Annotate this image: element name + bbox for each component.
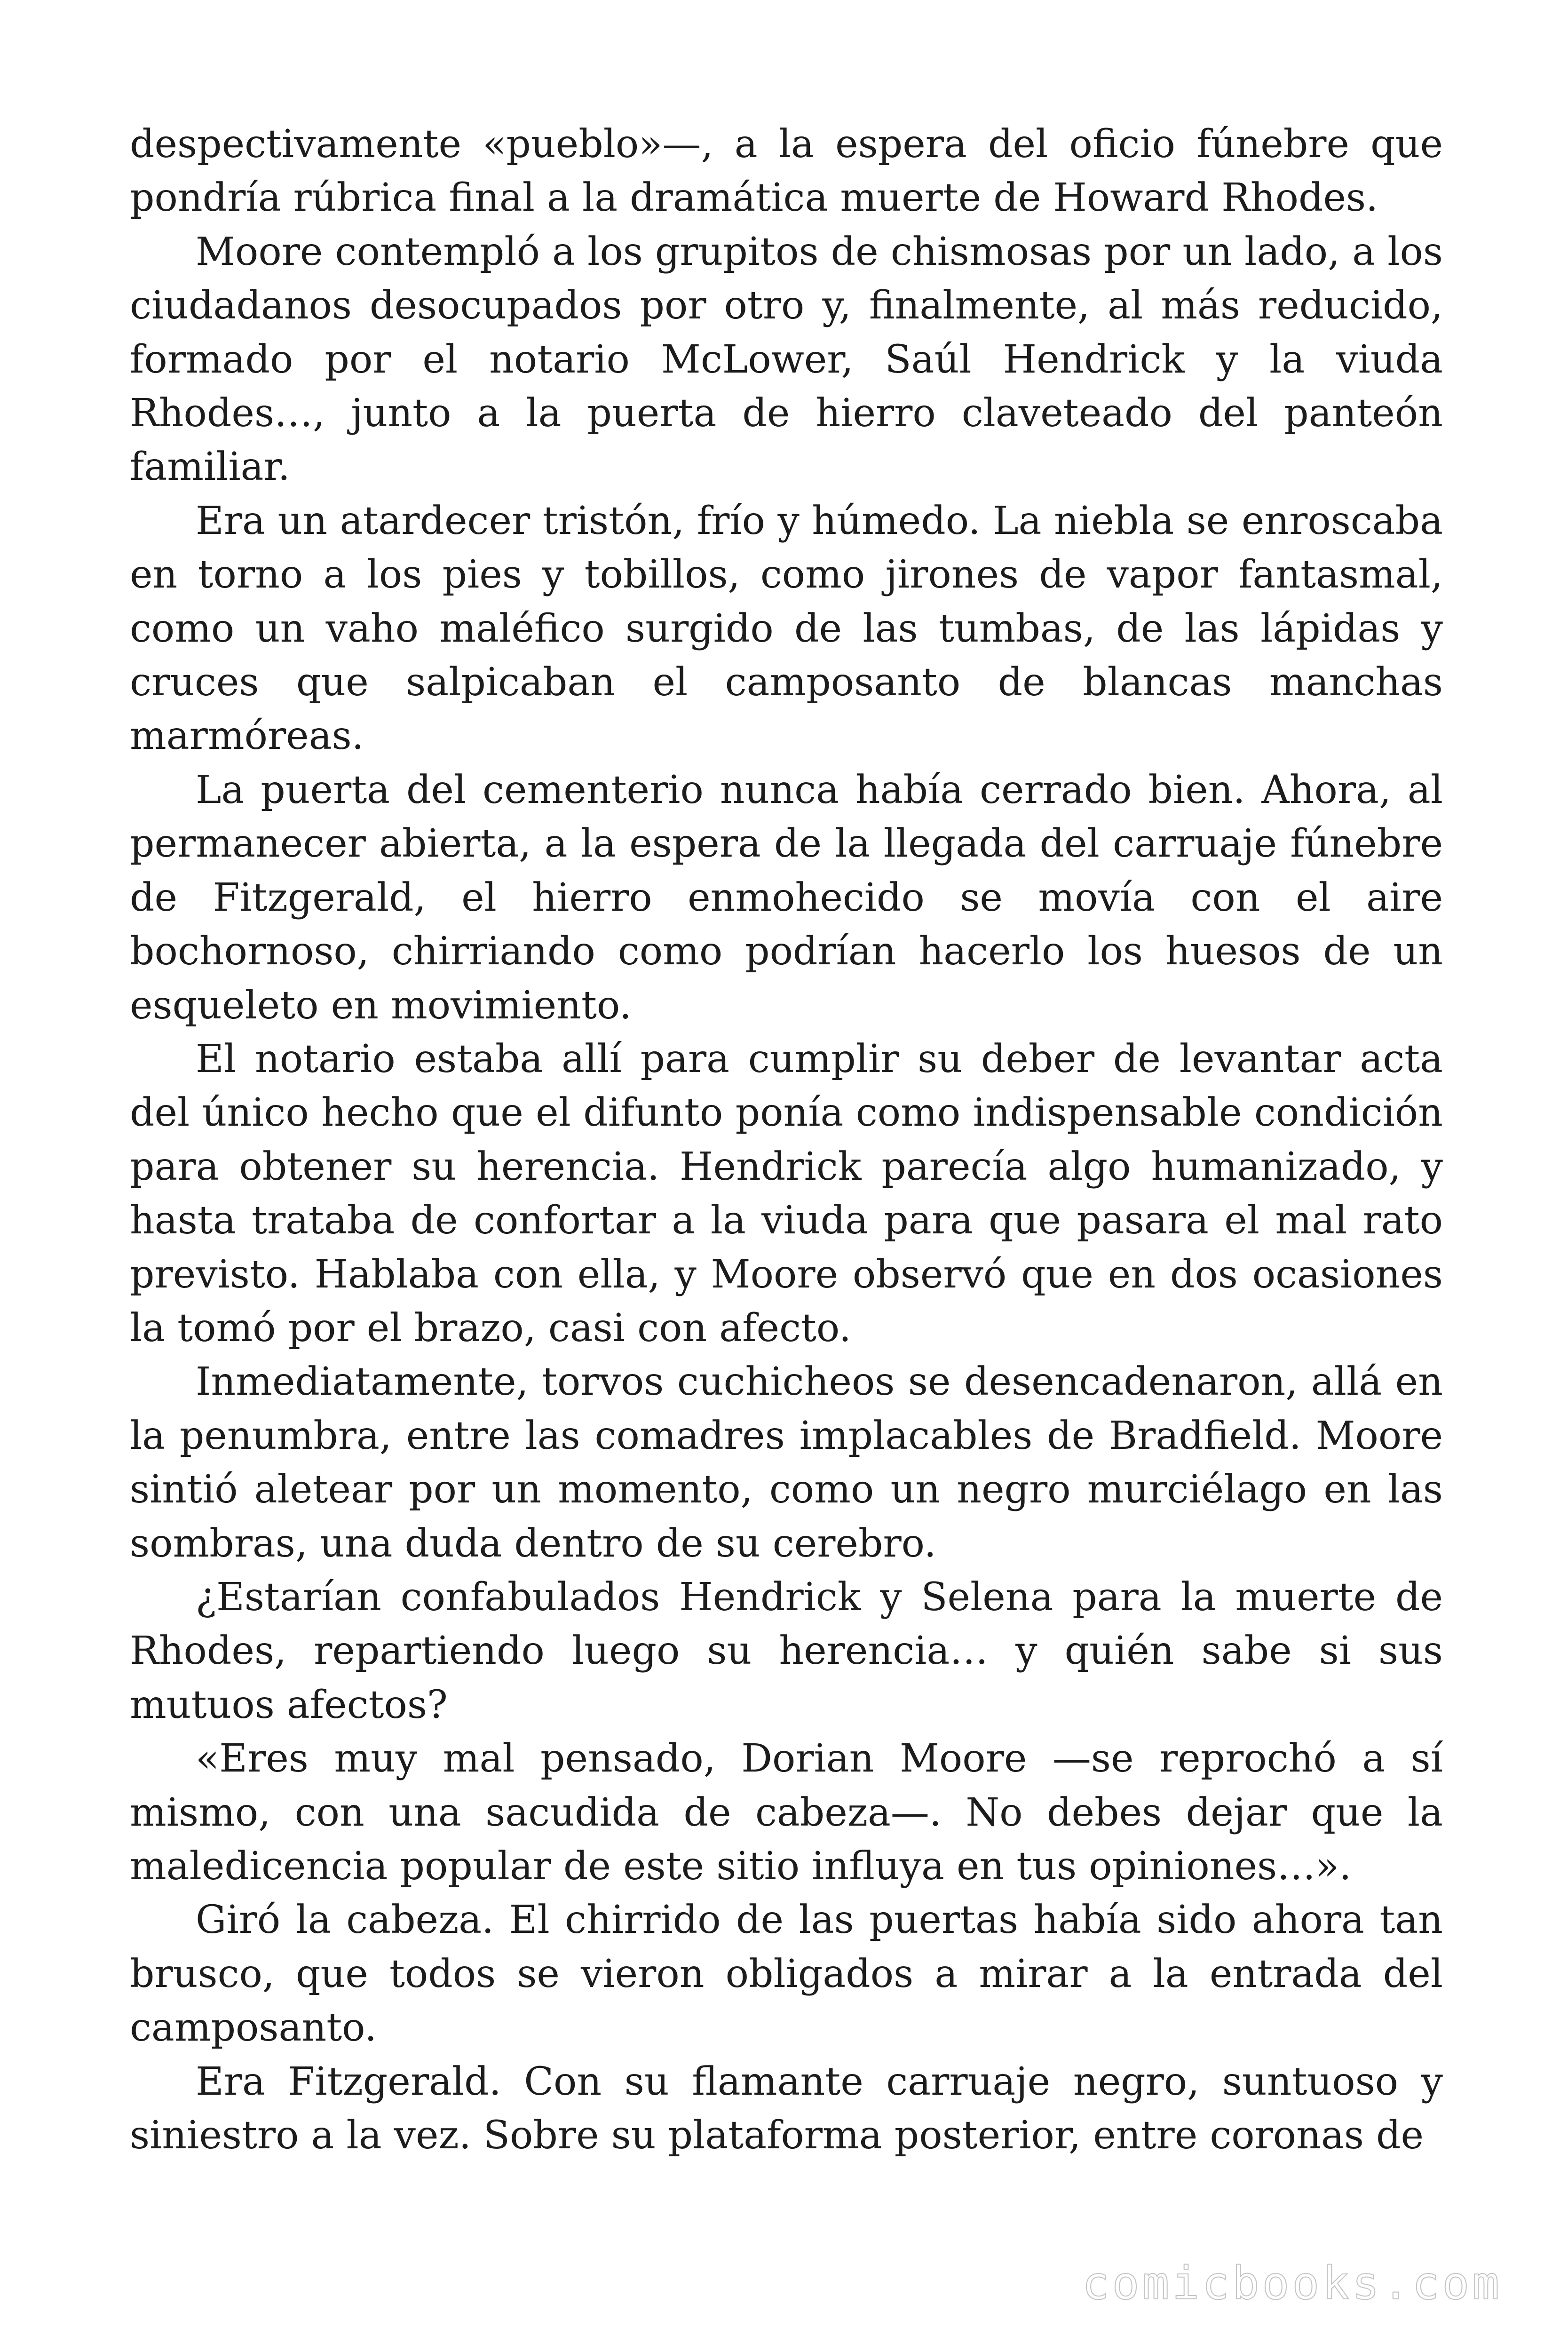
page-body-text (130, 118, 1443, 2162)
paragraph-3: Era un atardecer tristón, frío y húmedo. La niebla se enroscaba en torno a los pies y tobillos, como jirones de vapor fantasmal, como un vaho maléfico surgido de las tumbas, de las lápidas y cruces que salpicaban el camposanto de blancas manchas marmóreas. (130, 498, 1443, 759)
paragraph-9: Giró la cabeza. El chirrido de las puertas había sido ahora tan brusco, que todos se vieron obligados a mirar a la entrada del camposanto. (130, 1898, 1443, 2050)
paragraph-2: Moore contempló a los grupitos de chismosas por un lado, a los ciudadanos desocupados por otro y, finalmente, al más reducido, formado por el notario McLower, Saúl Hendrick y la viuda Rhodes…, junto a la puerta de hierro claveteado del panteón familiar. (130, 229, 1443, 490)
paragraph-4: La puerta del cementerio nunca había cerrado bien. Ahora, al permanecer abierta, a la espera de la llegada del carruaje fúnebre de Fitzgerald, el hierro enmohecido se movía con el aire bochornoso, chirriando como podrían hacerlo los huesos de un esqueleto en movimiento. (130, 767, 1443, 1028)
paragraph-7: ¿Estarían confabulados Hendrick y Selena para la muerte de Rhodes, repartiendo luego su herencia… y quién sabe si sus mutuos afectos? (130, 1574, 1443, 1727)
paragraph-6: Inmediatamente, torvos cuchicheos se desencadenaron, allá en la penumbra, entre las comadres implacables de Bradfield. Moore sintió aletear por un momento, como un negro murciélago en las sombras, una duda dentro de su cerebro. (130, 1359, 1443, 1566)
paragraph-10: Era Fitzgerald. Con su flamante carruaje negro, suntuoso y siniestro a la vez. Sobre su plataforma posterior, entre coronas de (130, 2059, 1443, 2158)
paragraph-5: El notario estaba allí para cumplir su deber de levantar acta del único hecho que el difunto ponía como indispensable condición para obtener su herencia. Hendrick parecía algo humanizado, y hasta trataba de confortar a la viuda para que pasara el mal rato previsto. Hablaba con ella, y Moore observó que en dos ocasiones la tomó por el brazo, casi con afecto. (130, 1036, 1443, 1351)
paragraph-1: despectivamente «pueblo»—, a la espera del oficio fúnebre que pondría rúbrica final a la dramática muerte de Howard Rhodes. (130, 122, 1443, 221)
paragraph-8: «Eres muy mal pensado, Dorian Moore —se reprochó a sí mismo, con una sacudida de cabeza—. No debes dejar que la maledicencia popular de este sitio influya en tus opiniones…». (130, 1736, 1443, 1889)
watermark: comicbooks.com (1082, 2257, 1502, 2310)
